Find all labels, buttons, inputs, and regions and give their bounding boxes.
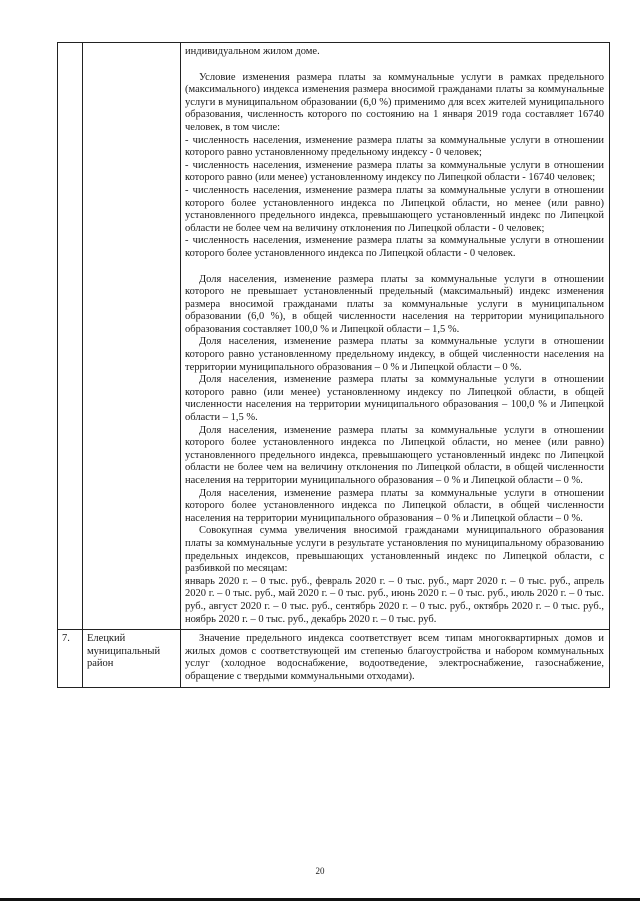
row7-text-cell	[181, 630, 610, 687]
share-paragraph: Доля населения, изменение размера платы за коммунальные услуги в отношении которого более установленного индекса по Липецкой области, но менее (или равно) установленного предельного индекса, превышающего установленный индекс по Липецкой области не более чем на величину отклонения по Липецкой области, в общей численности населения на территории муниципального образования – 0 % и Липецкой области – 0 %.	[185, 424, 604, 486]
monthly-breakdown: январь 2020 г. – 0 тыс. руб., февраль 2020 г. – 0 тыс. руб., март 2020 г. – 0 тыс. руб., апрель 2020 г. – 0 тыс. руб., май 2020 г. – 0 тыс. руб., июнь 2020 г. – 0 тыс. руб., июль 2020 г. – 0 тыс. руб., август 2020 г. – 0 тыс. руб., сентябрь 2020 г. – 0 тыс. руб., октябрь 2020 г. – 0 тыс. руб., ноябрь 2020 г. – 0 тыс. руб., декабрь 2020 г. – 0 тыс. руб.	[185, 575, 604, 625]
share-paragraph: Доля населения, изменение размера платы за коммунальные услуги в отношении которого не превышает установленный предельный (максимальный) индекс изменения размера вносимой гражданами платы за коммунальные услуги в муниципальном образовании (6,0 %), в общей численности населения на территории муниципального образования составляет 100,0 % и Липецкой области – 1,5 %.	[185, 273, 604, 335]
municipality-name: Елецкий муниципальный район	[87, 633, 161, 670]
number-cell-empty	[58, 43, 83, 630]
population-item: - численность населения, изменение размера платы за коммунальные услуги в отношении которого равно (или менее) установленному индексу по Липецкой области - 16740 человек;	[185, 159, 604, 184]
page-number: 20	[315, 866, 325, 876]
population-item: - численность населения, изменение размера платы за коммунальные услуги в отношении которого более установленного индекса по Липецкой области, но менее (или равно) установленного предельного индекса, превышающего установленный индекс по Липецкой области не более чем на величину отклонения по Липецкой области - 0 человек;	[185, 184, 604, 234]
municipality-cell	[83, 630, 181, 687]
row-number: 7.	[62, 633, 70, 645]
table-row-7	[58, 630, 610, 687]
indices-table	[57, 42, 610, 688]
share-paragraph: Доля населения, изменение размера платы за коммунальные услуги в отношении которого равно (или менее) установленному индексу по Липецкой области, в общей численности населения на территории муниципального образования – 100,0 % и Липецкой области – 1,5 %.	[185, 374, 604, 424]
share-paragraph: Доля населения, изменение размера платы за коммунальные услуги в отношении которого равно установленному предельному индексу, в общей численности населения на территории муниципального образования – 0 % и Липецкой области – 0 %.	[185, 336, 604, 373]
description-cell	[181, 43, 610, 630]
name-cell-empty	[83, 43, 181, 630]
bottom-rule	[0, 898, 640, 901]
condition-paragraph: Условие изменения размера платы за коммунальные услуги в рамках предельного (максимального) индекса изменения размера вносимой гражданами платы за коммунальные услуги в муниципальном образовании (6,0 %) применимо для всех жителей муниципального образования, численность которого по состоянию на 1 января 2019 года составляет 16740 человек, в том числе:	[185, 71, 604, 133]
population-item: - численность населения, изменение размера платы за коммунальные услуги в отношении которого более установленного индекса по Липецкой области - 0 человек.	[185, 235, 604, 259]
row-number-cell	[58, 630, 83, 687]
population-item: - численность населения, изменение размера платы за коммунальные услуги в отношении которого равно установленному предельному индексу - 0 человек;	[185, 134, 604, 159]
share-paragraph: Доля населения, изменение размера платы за коммунальные услуги в отношении которого более установленного индекса по Липецкой области, в общей численности населения на территории муниципального образования – 0 % и Липецкой области – 0 %.	[185, 487, 604, 524]
row7-text: Значение предельного индекса соответствует всем типам многоквартирных домов и жилых домов с соответствующей им степенью благоустройства и набором коммунальных услуг (холодное водоснабжение, водоотведение, электроснабжение, газоснабжение, обращение с твердыми коммунальными отходами).	[185, 633, 604, 682]
total-sum-paragraph: Совокупная сумма увеличения вносимой гражданами муниципального образования платы за коммунальные услуги в результате установления по муниципальному образованию предельных индексов, превышающих установленный индекс по Липецкой области, с разбивкой по месяцам:	[185, 525, 604, 575]
table-row-continued	[58, 43, 610, 630]
intro-line: индивидуальном жилом доме.	[185, 46, 320, 57]
